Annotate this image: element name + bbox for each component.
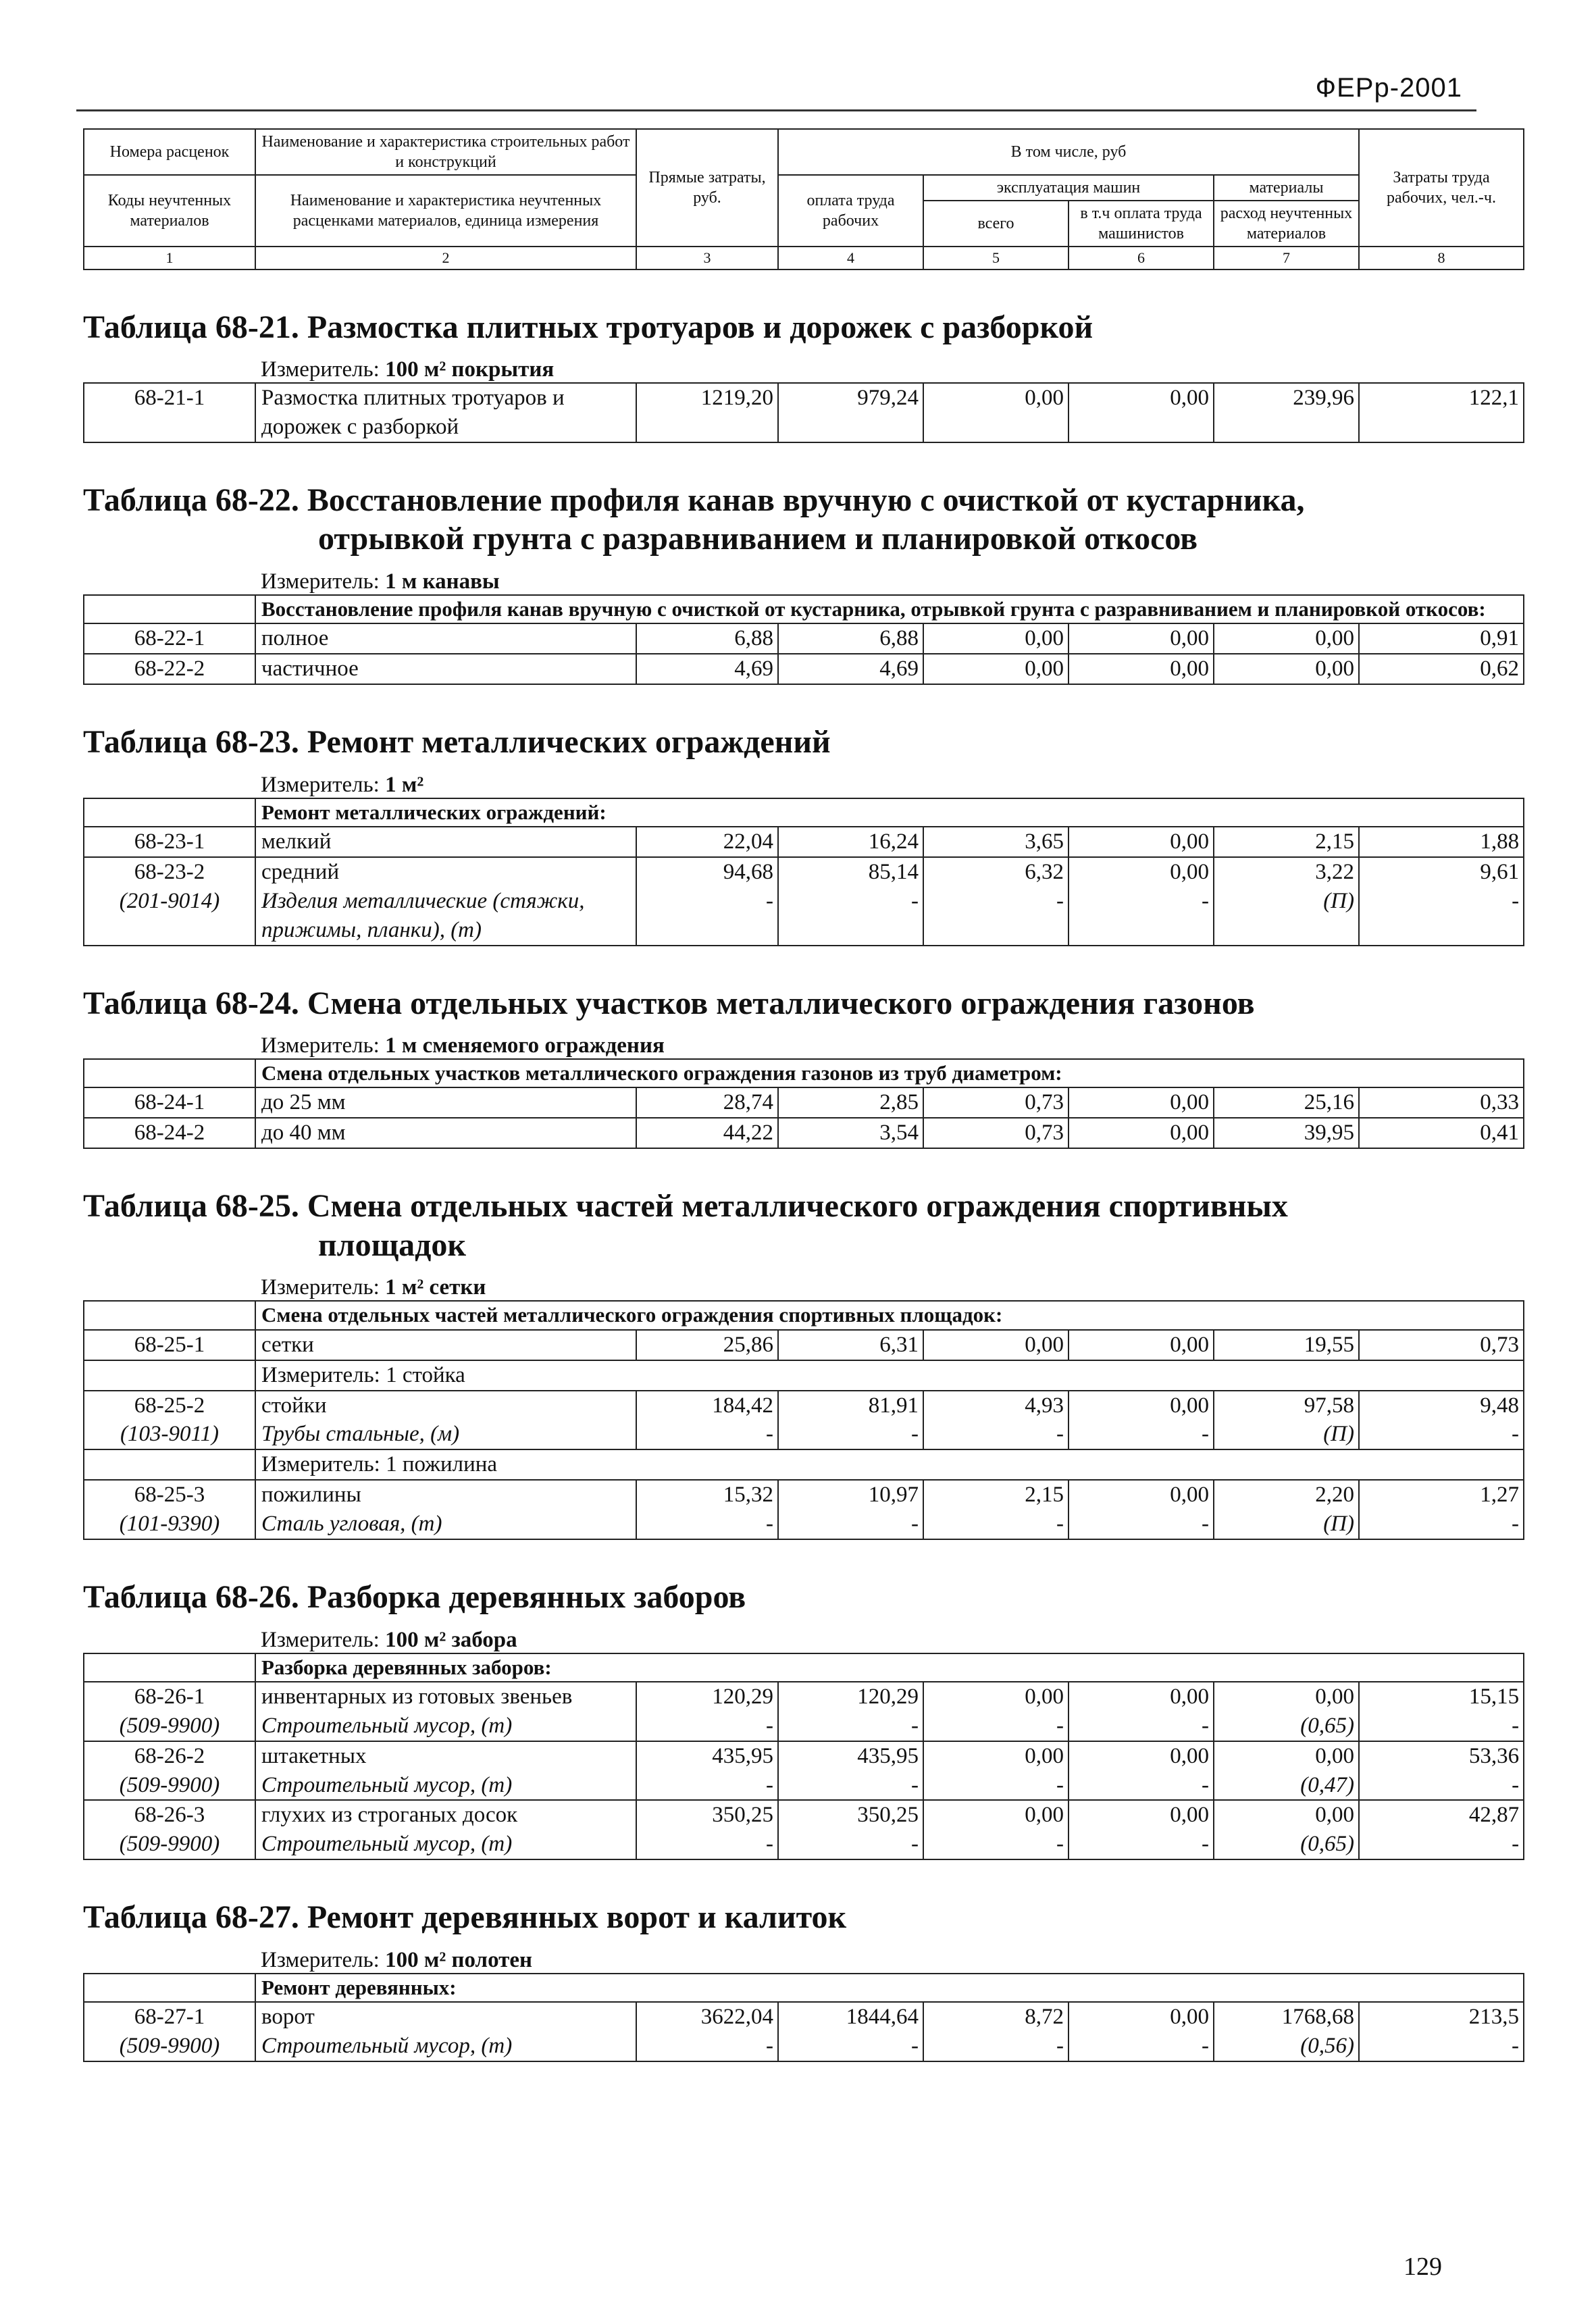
- header-direct-costs: Прямые затраты, руб.: [636, 129, 778, 247]
- value-c4: -: [778, 2032, 923, 2061]
- value-c8: 0,33: [1359, 1087, 1524, 1118]
- value-c3: -: [636, 1420, 778, 1449]
- table-title-line: Таблица 68-26. Разборка деревянных заборов: [83, 1578, 746, 1615]
- rate-name: стойки: [255, 1391, 636, 1420]
- value-c5: 4,93: [923, 1391, 1069, 1420]
- header-column-number: 7: [1214, 247, 1359, 269]
- value-c6: 0,00: [1069, 1391, 1214, 1420]
- value-c5: 0,73: [923, 1087, 1069, 1118]
- table-row: [84, 1800, 1524, 1830]
- value-c4: 3,54: [778, 1118, 923, 1148]
- value-c3: 25,86: [636, 1330, 778, 1360]
- measure-unit: [83, 357, 1523, 382]
- rate-code: 68-23-2: [84, 857, 255, 887]
- rate-name: Строительный мусор, (т): [255, 1712, 636, 1741]
- rate-code: 68-24-1: [84, 1087, 255, 1118]
- rate-name: Размостка плитных тротуаров и дорожек с разборкой: [255, 383, 636, 442]
- rate-name: инвентарных из готовых звеньев: [255, 1682, 636, 1712]
- group-heading: Смена отдельных частей металлического ограждения спортивных площадок:: [255, 1301, 1524, 1329]
- value-c6: 0,00: [1069, 857, 1214, 887]
- header-machinist-pay: в т.ч оплата труда машинистов: [1069, 201, 1214, 247]
- header-machines: эксплуатация машин: [923, 175, 1214, 201]
- measure-label: Измеритель:: [261, 1033, 380, 1058]
- value-c7: 25,16: [1214, 1087, 1359, 1118]
- group-heading: Ремонт деревянных:: [255, 1974, 1524, 2002]
- measure-value: 100 м² покрытия: [385, 357, 555, 382]
- group-heading: Смена отдельных участков металлического ограждения газонов из труб диаметром:: [255, 1059, 1524, 1087]
- rate-code: 68-26-1: [84, 1682, 255, 1712]
- value-c4: -: [778, 887, 923, 946]
- group-heading: Разборка деревянных заборов:: [255, 1653, 1524, 1682]
- value-c8: 213,5: [1359, 2002, 1524, 2032]
- header-material-consumption: расход неучтенных материалов: [1214, 201, 1359, 247]
- value-c5: 0,00: [923, 383, 1069, 442]
- measure-value: 1 м² сетки: [385, 1275, 486, 1300]
- value-c5: 0,73: [923, 1118, 1069, 1148]
- header-column-number: 8: [1359, 247, 1524, 269]
- value-c5: -: [923, 1830, 1069, 1859]
- value-c4: -: [778, 1712, 923, 1741]
- value-c4: 435,95: [778, 1741, 923, 1771]
- value-c5: 0,00: [923, 1800, 1069, 1830]
- table-row: [84, 1741, 1524, 1771]
- rate-name: штакетных: [255, 1741, 636, 1771]
- value-c3: -: [636, 1830, 778, 1859]
- table-title-line: Таблица 68-24. Смена отдельных участков металлического ограждения газонов: [83, 985, 1255, 1021]
- rate-code: 68-25-1: [84, 1330, 255, 1360]
- value-c4: 85,14: [778, 857, 923, 887]
- value-c7: 39,95: [1214, 1118, 1359, 1148]
- value-c4: 10,97: [778, 1480, 923, 1510]
- measure-value: 100 м² полотен: [385, 1947, 533, 1972]
- value-c5: -: [923, 1420, 1069, 1449]
- value-c5: 8,72: [923, 2002, 1069, 2032]
- value-c3: -: [636, 1510, 778, 1539]
- value-c5: 0,00: [923, 1330, 1069, 1360]
- measure-unit: [83, 1948, 1523, 1973]
- measure-label: Измеритель:: [261, 1275, 380, 1300]
- rates-table: [83, 1300, 1524, 1540]
- header-work-name: Наименование и характеристика строительных работ и конструкций: [255, 129, 636, 175]
- header-materials: материалы: [1214, 175, 1359, 201]
- material-row: [84, 1420, 1524, 1449]
- value-c5: -: [923, 1771, 1069, 1801]
- document-sheet: [83, 128, 1523, 2226]
- value-c4: 6,88: [778, 623, 923, 654]
- value-c4: -: [778, 1510, 923, 1539]
- value-c6: 0,00: [1069, 1480, 1214, 1510]
- empty-cell: [84, 1360, 255, 1391]
- value-c6: 0,00: [1069, 827, 1214, 857]
- value-c6: 0,00: [1069, 383, 1214, 442]
- measure-value: 100 м² забора: [385, 1627, 517, 1652]
- measure-label: Измеритель:: [261, 1627, 380, 1652]
- value-c8: 0,41: [1359, 1118, 1524, 1148]
- rate-code: (101-9390): [84, 1510, 255, 1539]
- value-c6: 0,00: [1069, 1800, 1214, 1830]
- measure-value: 1 м²: [385, 772, 424, 797]
- header-column-number: 1: [84, 247, 255, 269]
- measure-unit: [83, 1033, 1523, 1058]
- value-c3: 15,32: [636, 1480, 778, 1510]
- table-title: [83, 1898, 1523, 1937]
- table-row: [84, 383, 1524, 442]
- value-c5: -: [923, 887, 1069, 946]
- value-c3: 3622,04: [636, 2002, 778, 2032]
- material-row: [84, 1771, 1524, 1801]
- value-c5: 0,00: [923, 623, 1069, 654]
- table-title: [83, 481, 1523, 559]
- material-row: [84, 1830, 1524, 1859]
- value-c7: (0,65): [1214, 1830, 1359, 1859]
- value-c4: 16,24: [778, 827, 923, 857]
- rate-code: 68-26-3: [84, 1800, 255, 1830]
- value-c4: 6,31: [778, 1330, 923, 1360]
- value-c8: 9,48: [1359, 1391, 1524, 1420]
- value-c7: 239,96: [1214, 383, 1359, 442]
- measure-unit-inline: Измеритель: 1 пожилина: [255, 1449, 1524, 1480]
- header-machines-total: всего: [923, 201, 1069, 247]
- value-c8: 0,91: [1359, 623, 1524, 654]
- rate-code: 68-25-3: [84, 1480, 255, 1510]
- rate-code: 68-21-1: [84, 383, 255, 442]
- table-row: [84, 1330, 1524, 1360]
- value-c8: 15,15: [1359, 1682, 1524, 1712]
- value-c8: 53,36: [1359, 1741, 1524, 1771]
- rate-name: Изделия металлические (стяжки, прижимы, планки), (т): [255, 887, 636, 946]
- value-c3: 6,88: [636, 623, 778, 654]
- value-c4: 350,25: [778, 1800, 923, 1830]
- header-rate-numbers: Номера расценок: [84, 129, 255, 175]
- value-c6: 0,00: [1069, 1118, 1214, 1148]
- value-c3: -: [636, 1712, 778, 1741]
- table-title: [83, 984, 1523, 1023]
- value-c6: -: [1069, 1712, 1214, 1741]
- value-c7: (П): [1214, 1420, 1359, 1449]
- column-header-table: [83, 128, 1524, 270]
- rate-name: средний: [255, 857, 636, 887]
- value-c7: (0,56): [1214, 2032, 1359, 2061]
- table-title-line: Таблица 68-25. Смена отдельных частей металлического ограждения спортивных: [83, 1188, 1288, 1225]
- value-c4: 1844,64: [778, 2002, 923, 2032]
- value-c8: 1,27: [1359, 1480, 1524, 1510]
- table-row: [84, 1480, 1524, 1510]
- tables-container: [83, 308, 1523, 2062]
- value-c3: 44,22: [636, 1118, 778, 1148]
- header-including: В том числе, руб: [778, 129, 1359, 175]
- table-row: [84, 827, 1524, 857]
- rate-name: Строительный мусор, (т): [255, 2032, 636, 2061]
- value-c3: 22,04: [636, 827, 778, 857]
- table-title-line: Таблица 68-22. Восстановление профиля канав вручную с очисткой от кустарника,: [83, 482, 1305, 518]
- value-c6: -: [1069, 1830, 1214, 1859]
- value-c7: 2,20: [1214, 1480, 1359, 1510]
- rates-table: [83, 1653, 1524, 1861]
- value-c8: -: [1359, 1830, 1524, 1859]
- page-number: 129: [1404, 2253, 1442, 2281]
- rate-code: (103-9011): [84, 1420, 255, 1449]
- header-column-number: 2: [255, 247, 636, 269]
- value-c7: (П): [1214, 887, 1359, 946]
- table-title-line: Таблица 68-23. Ремонт металлических ограждений: [83, 724, 831, 761]
- measure-unit-inline: Измеритель: 1 стойка: [255, 1360, 1524, 1391]
- value-c6: 0,00: [1069, 2002, 1214, 2032]
- value-c3: -: [636, 1771, 778, 1801]
- rate-code: 68-25-2: [84, 1391, 255, 1420]
- value-c5: 0,00: [923, 1741, 1069, 1771]
- value-c8: 9,61: [1359, 857, 1524, 887]
- table-row: [84, 1087, 1524, 1118]
- table-title-line: отрывкой грунта с разравниванием и планировкой откосов: [318, 521, 1198, 557]
- measure-unit: [83, 1628, 1523, 1653]
- value-c8: -: [1359, 1712, 1524, 1741]
- rate-code: (509-9900): [84, 1771, 255, 1801]
- value-c7: 19,55: [1214, 1330, 1359, 1360]
- measure-value: 1 м канавы: [385, 569, 500, 594]
- group-heading: Ремонт металлических ограждений:: [255, 798, 1524, 827]
- measure-label: Измеритель:: [261, 1947, 380, 1972]
- value-c6: 0,00: [1069, 1741, 1214, 1771]
- measure-value: 1 м сменяемого ограждения: [385, 1033, 665, 1058]
- value-c4: 120,29: [778, 1682, 923, 1712]
- value-c4: 979,24: [778, 383, 923, 442]
- value-c3: 1219,20: [636, 383, 778, 442]
- value-c7: (0,65): [1214, 1712, 1359, 1741]
- material-row: [84, 1510, 1524, 1539]
- rate-code: (509-9900): [84, 1712, 255, 1741]
- empty-cell: [84, 1449, 255, 1480]
- table-row: [84, 2002, 1524, 2032]
- measure-label: Измеритель:: [261, 357, 380, 382]
- rate-code: 68-27-1: [84, 2002, 255, 2032]
- value-c3: 184,42: [636, 1391, 778, 1420]
- value-c5: 0,00: [923, 654, 1069, 684]
- header-material-codes: Коды неучтенных материалов: [84, 175, 255, 247]
- table-title: [83, 1187, 1523, 1264]
- rate-name: ворот: [255, 2002, 636, 2032]
- value-c7: (П): [1214, 1510, 1359, 1539]
- value-c5: -: [923, 1510, 1069, 1539]
- value-c4: -: [778, 1771, 923, 1801]
- value-c3: 120,29: [636, 1682, 778, 1712]
- value-c6: 0,00: [1069, 623, 1214, 654]
- rate-name: Сталь угловая, (т): [255, 1510, 636, 1539]
- rates-table: [83, 594, 1524, 685]
- top-rule: [76, 109, 1476, 111]
- value-c7: 0,00: [1214, 1800, 1359, 1830]
- value-c7: 0,00: [1214, 1682, 1359, 1712]
- value-c3: 28,74: [636, 1087, 778, 1118]
- rate-code: (509-9900): [84, 1830, 255, 1859]
- rate-name: Строительный мусор, (т): [255, 1771, 636, 1801]
- value-c6: 0,00: [1069, 654, 1214, 684]
- empty-cell: [84, 1974, 255, 2002]
- table-row: [84, 1118, 1524, 1148]
- value-c7: 3,22: [1214, 857, 1359, 887]
- rate-name: глухих из строганых досок: [255, 1800, 636, 1830]
- value-c7: (0,47): [1214, 1771, 1359, 1801]
- value-c7: 0,00: [1214, 1741, 1359, 1771]
- value-c6: -: [1069, 2032, 1214, 2061]
- rate-code: (509-9900): [84, 2032, 255, 2061]
- header-labor: Затраты труда рабочих, чел.-ч.: [1359, 129, 1524, 247]
- value-c4: -: [778, 1830, 923, 1859]
- value-c5: -: [923, 2032, 1069, 2061]
- rate-code: 68-23-1: [84, 827, 255, 857]
- header-column-number: 3: [636, 247, 778, 269]
- rate-code: 68-22-2: [84, 654, 255, 684]
- measure-label: Измеритель:: [261, 772, 380, 797]
- header-column-number: 4: [778, 247, 923, 269]
- empty-cell: [84, 798, 255, 827]
- table-row: [84, 623, 1524, 654]
- value-c4: 4,69: [778, 654, 923, 684]
- value-c6: -: [1069, 1771, 1214, 1801]
- value-c8: -: [1359, 1420, 1524, 1449]
- value-c6: 0,00: [1069, 1087, 1214, 1118]
- value-c5: 3,65: [923, 827, 1069, 857]
- value-c6: -: [1069, 1420, 1214, 1449]
- value-c7: 0,00: [1214, 623, 1359, 654]
- rate-name: Строительный мусор, (т): [255, 1830, 636, 1859]
- value-c8: -: [1359, 2032, 1524, 2061]
- rates-table: [83, 1973, 1524, 2062]
- rates-table: [83, 798, 1524, 946]
- table-title: [83, 723, 1523, 762]
- value-c6: -: [1069, 1510, 1214, 1539]
- rate-code: (201-9014): [84, 887, 255, 946]
- value-c8: 1,88: [1359, 827, 1524, 857]
- measure-unit: [83, 569, 1523, 594]
- header-worker-pay: оплата труда рабочих: [778, 175, 923, 247]
- value-c7: 1768,68: [1214, 2002, 1359, 2032]
- header-column-number: 6: [1069, 247, 1214, 269]
- value-c8: 122,1: [1359, 383, 1524, 442]
- value-c5: 0,00: [923, 1682, 1069, 1712]
- value-c3: 435,95: [636, 1741, 778, 1771]
- rate-name: частичное: [255, 654, 636, 684]
- empty-cell: [84, 1059, 255, 1087]
- empty-cell: [84, 1301, 255, 1329]
- rate-code: 68-26-2: [84, 1741, 255, 1771]
- table-title: [83, 308, 1523, 347]
- value-c3: -: [636, 2032, 778, 2061]
- value-c5: 2,15: [923, 1480, 1069, 1510]
- value-c5: -: [923, 1712, 1069, 1741]
- value-c8: -: [1359, 887, 1524, 946]
- measure-unit: [83, 1275, 1523, 1300]
- measure-unit: [83, 773, 1523, 798]
- value-c4: -: [778, 1420, 923, 1449]
- value-c8: 0,73: [1359, 1330, 1524, 1360]
- rate-code: 68-24-2: [84, 1118, 255, 1148]
- value-c8: -: [1359, 1771, 1524, 1801]
- rate-name: пожилины: [255, 1480, 636, 1510]
- empty-cell: [84, 1653, 255, 1682]
- rate-name: до 25 мм: [255, 1087, 636, 1118]
- table-title-line: Таблица 68-27. Ремонт деревянных ворот и калиток: [83, 1899, 847, 1936]
- material-row: [84, 1712, 1524, 1741]
- document-code: ФЕРр-2001: [1315, 73, 1462, 103]
- table-title-line: Таблица 68-21. Размостка плитных тротуаров и дорожек с разборкой: [83, 309, 1093, 345]
- rate-name: полное: [255, 623, 636, 654]
- measure-label: Измеритель:: [261, 569, 380, 594]
- rate-name: до 40 мм: [255, 1118, 636, 1148]
- value-c6: -: [1069, 887, 1214, 946]
- value-c7: 0,00: [1214, 654, 1359, 684]
- value-c3: 4,69: [636, 654, 778, 684]
- value-c7: 97,58: [1214, 1391, 1359, 1420]
- empty-cell: [84, 595, 255, 623]
- value-c4: 81,91: [778, 1391, 923, 1420]
- material-row: [84, 887, 1524, 946]
- value-c8: 42,87: [1359, 1800, 1524, 1830]
- rates-table: [83, 1058, 1524, 1149]
- value-c8: 0,62: [1359, 654, 1524, 684]
- group-heading: Восстановление профиля канав вручную с очисткой от кустарника, отрывкой грунта с разравниванием и планировкой откосов:: [255, 595, 1524, 623]
- value-c8: -: [1359, 1510, 1524, 1539]
- value-c6: 0,00: [1069, 1330, 1214, 1360]
- material-row: [84, 2032, 1524, 2061]
- header-material-name: Наименование и характеристика неучтенных расценками материалов, единица измерения: [255, 175, 636, 247]
- value-c5: 6,32: [923, 857, 1069, 887]
- table-row: [84, 857, 1524, 887]
- value-c4: 2,85: [778, 1087, 923, 1118]
- rate-name: мелкий: [255, 827, 636, 857]
- rate-name: Трубы стальные, (м): [255, 1420, 636, 1449]
- table-title: [83, 1578, 1523, 1617]
- table-row: [84, 1682, 1524, 1712]
- value-c6: 0,00: [1069, 1682, 1214, 1712]
- rates-table: [83, 382, 1524, 443]
- value-c3: 94,68: [636, 857, 778, 887]
- rate-name: сетки: [255, 1330, 636, 1360]
- value-c7: 2,15: [1214, 827, 1359, 857]
- value-c3: 350,25: [636, 1800, 778, 1830]
- header-column-number: 5: [923, 247, 1069, 269]
- table-title-line: площадок: [318, 1227, 467, 1263]
- table-row: [84, 1391, 1524, 1420]
- value-c3: -: [636, 887, 778, 946]
- table-row: [84, 654, 1524, 684]
- rate-code: 68-22-1: [84, 623, 255, 654]
